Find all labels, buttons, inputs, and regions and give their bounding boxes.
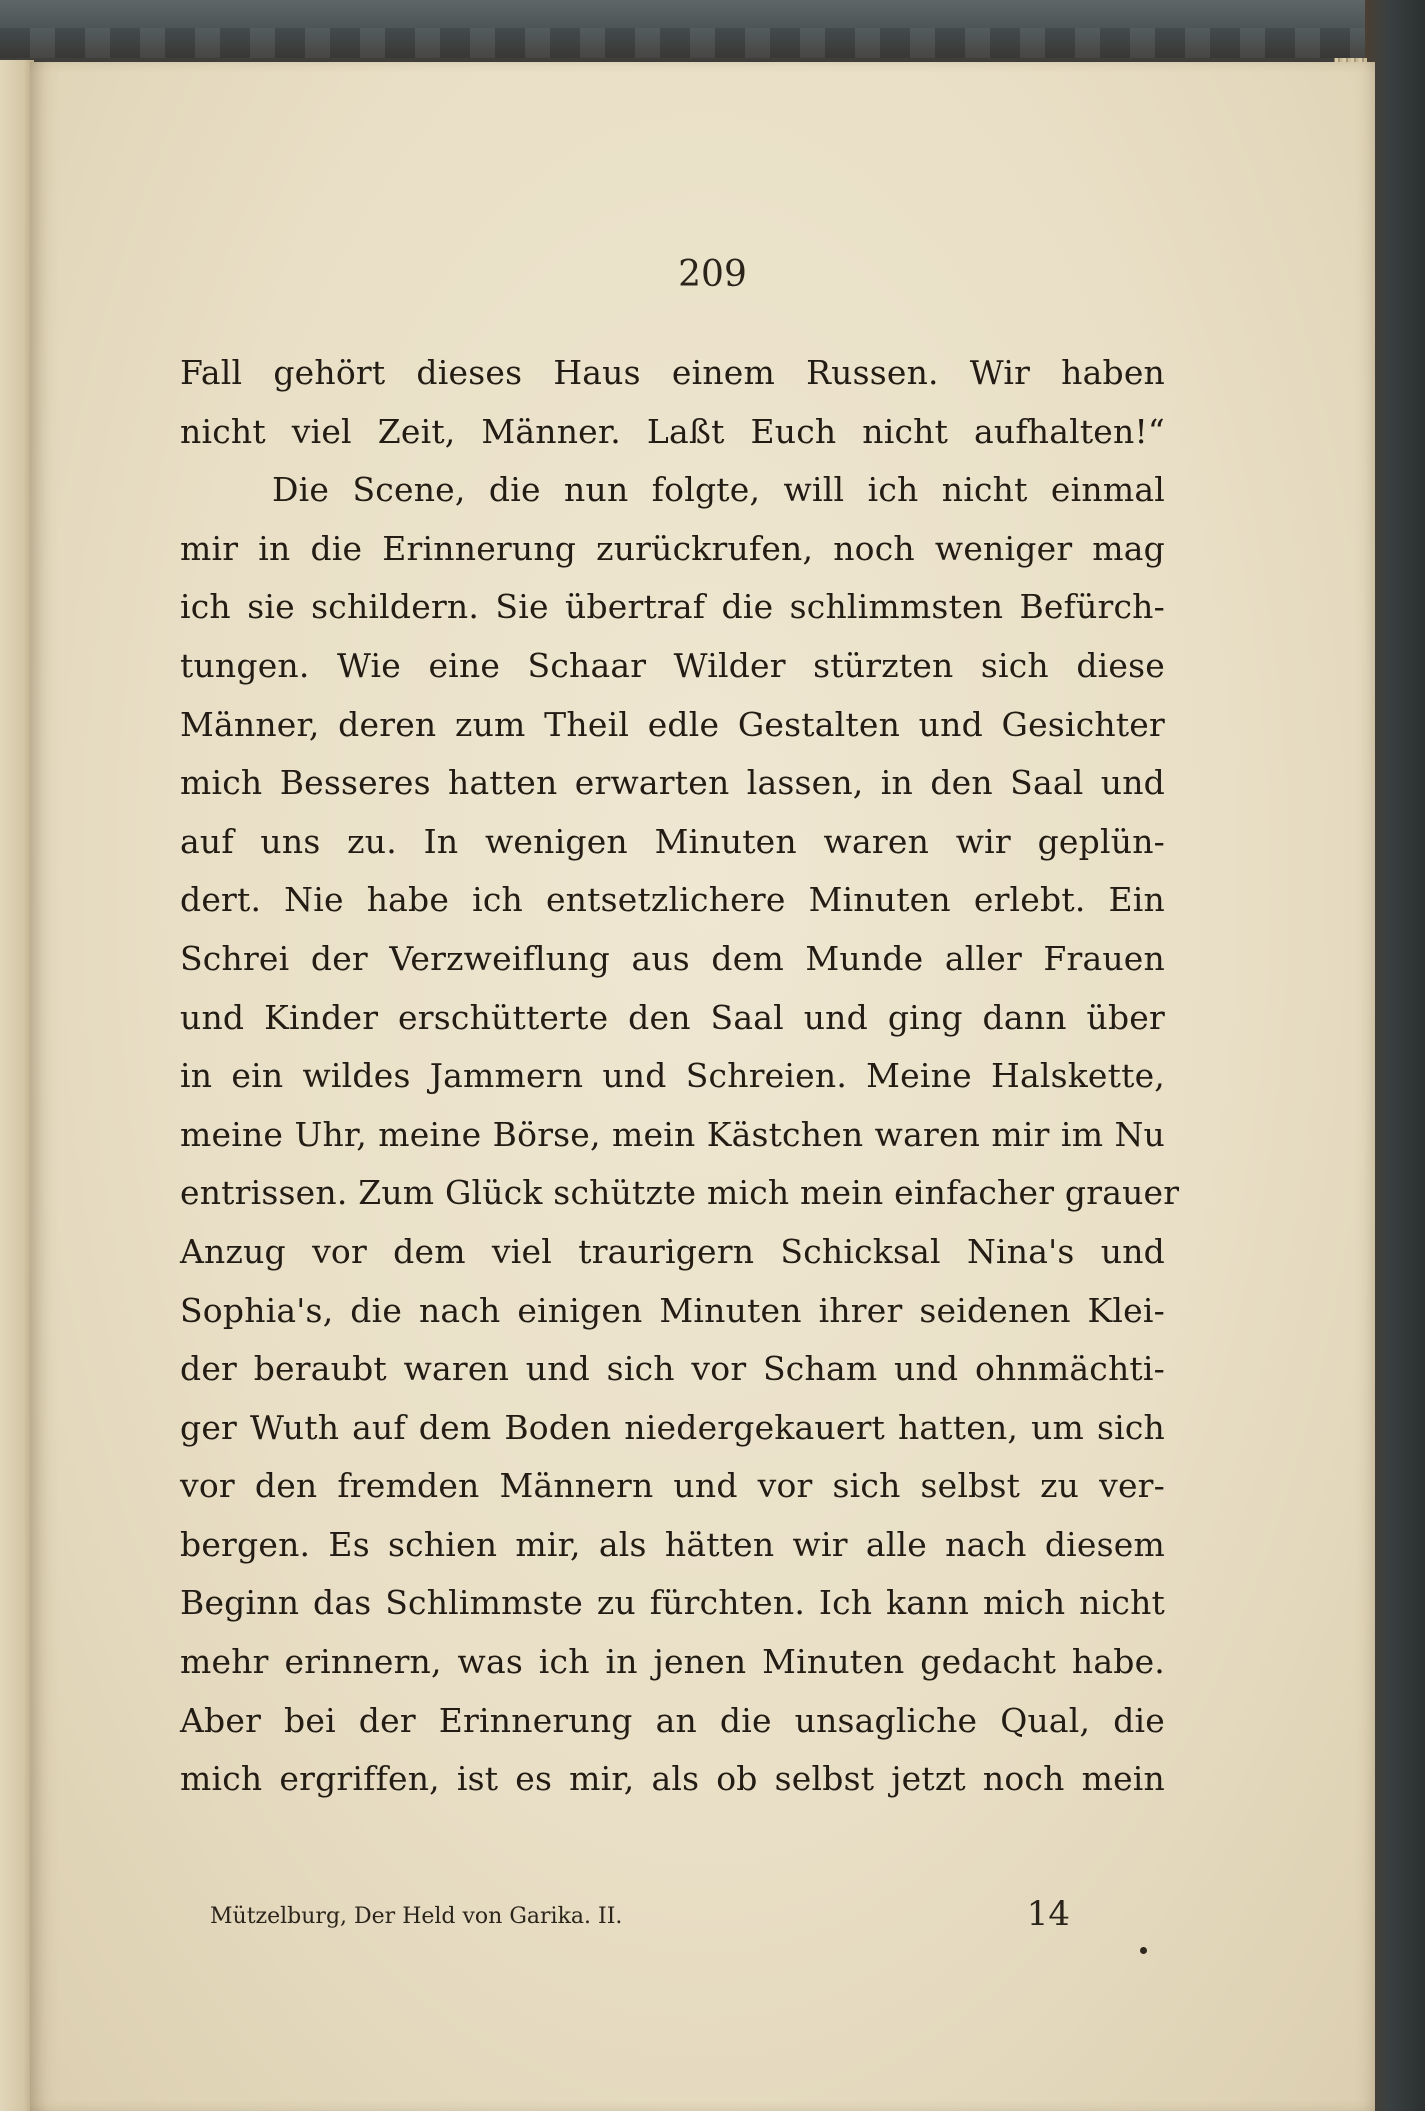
book-page xyxy=(30,62,1375,2111)
printer-signature xyxy=(210,1894,1070,1940)
text-line: Fall gehört dieses Haus einem Russen. Wir haben xyxy=(180,353,1165,392)
text-line: Schrei der Verzweiflung aus dem Munde aller Frauen xyxy=(180,938,1165,978)
text-line: tungen. Wie eine Schaar Wilder stürzten sich diese xyxy=(180,645,1165,685)
page-number: 209 xyxy=(678,254,747,295)
text-line: ich sie schildern. Sie übertraf die schlimmsten Befürch- xyxy=(180,587,1165,627)
text-line: meine Uhr, meine Börse, mein Kästchen waren mir im Nu xyxy=(180,1114,1165,1154)
text-line: bergen. Es schien mir, als hätten wir alle nach diesem xyxy=(180,1524,1165,1564)
text-line: Aber bei der Erinnerung an die unsagliche Qual, die xyxy=(180,1700,1165,1740)
book-cover-top xyxy=(0,0,1425,70)
signature-number: 14 xyxy=(1026,1894,1070,1934)
text-line: mir in die Erinnerung zurückrufen, noch weniger mag xyxy=(180,528,1165,568)
text-line: Anzug vor dem viel traurigern Schicksal Nina's und xyxy=(180,1231,1165,1271)
text-line: der beraubt waren und sich vor Scham und ohnmächti- xyxy=(180,1349,1165,1389)
text-line: in ein wildes Jammern und Schreien. Meine Halskette, xyxy=(180,1056,1165,1096)
text-line: dert. Nie habe ich entsetzlichere Minuten erlebt. Ein xyxy=(180,880,1165,920)
text-line: auf uns zu. In wenigen Minuten waren wir geplün- xyxy=(180,821,1165,861)
body-text xyxy=(180,344,1180,1809)
text-line: mich ergriffen, ist es mir, als ob selbst jetzt noch mein xyxy=(180,1759,1165,1799)
text-line: mich Besseres hatten erwarten lassen, in den Saal und xyxy=(180,763,1165,803)
signature-text: Mützelburg, Der Held von Garika. II. xyxy=(210,1904,623,1929)
text-line: nicht viel Zeit, Männer. Laßt Euch nicht aufhalten!“ xyxy=(180,411,1165,451)
text-line: entrissen. Zum Glück schützte mich mein einfacher grauer xyxy=(180,1173,1180,1213)
text-line: Die Scene, die nun folgte, will ich nicht einmal xyxy=(272,470,1165,510)
text-line: und Kinder erschütterte den Saal und ging dann über xyxy=(180,997,1165,1037)
text-line: vor den fremden Männern und vor sich selbst zu ver- xyxy=(180,1466,1165,1506)
ink-speck xyxy=(1140,1947,1147,1954)
text-line: ger Wuth auf dem Boden niedergekauert hatten, um sich xyxy=(180,1407,1165,1447)
text-line: Männer, deren zum Theil edle Gestalten und Gesichter xyxy=(180,704,1165,744)
text-line: Beginn das Schlimmste zu fürchten. Ich kann mich nicht xyxy=(180,1583,1165,1623)
page-gutter xyxy=(0,60,34,2111)
text-line: mehr erinnern, was ich in jenen Minuten gedacht habe. xyxy=(180,1642,1165,1682)
text-line: Sophia's, die nach einigen Minuten ihrer seidenen Klei- xyxy=(180,1290,1165,1330)
